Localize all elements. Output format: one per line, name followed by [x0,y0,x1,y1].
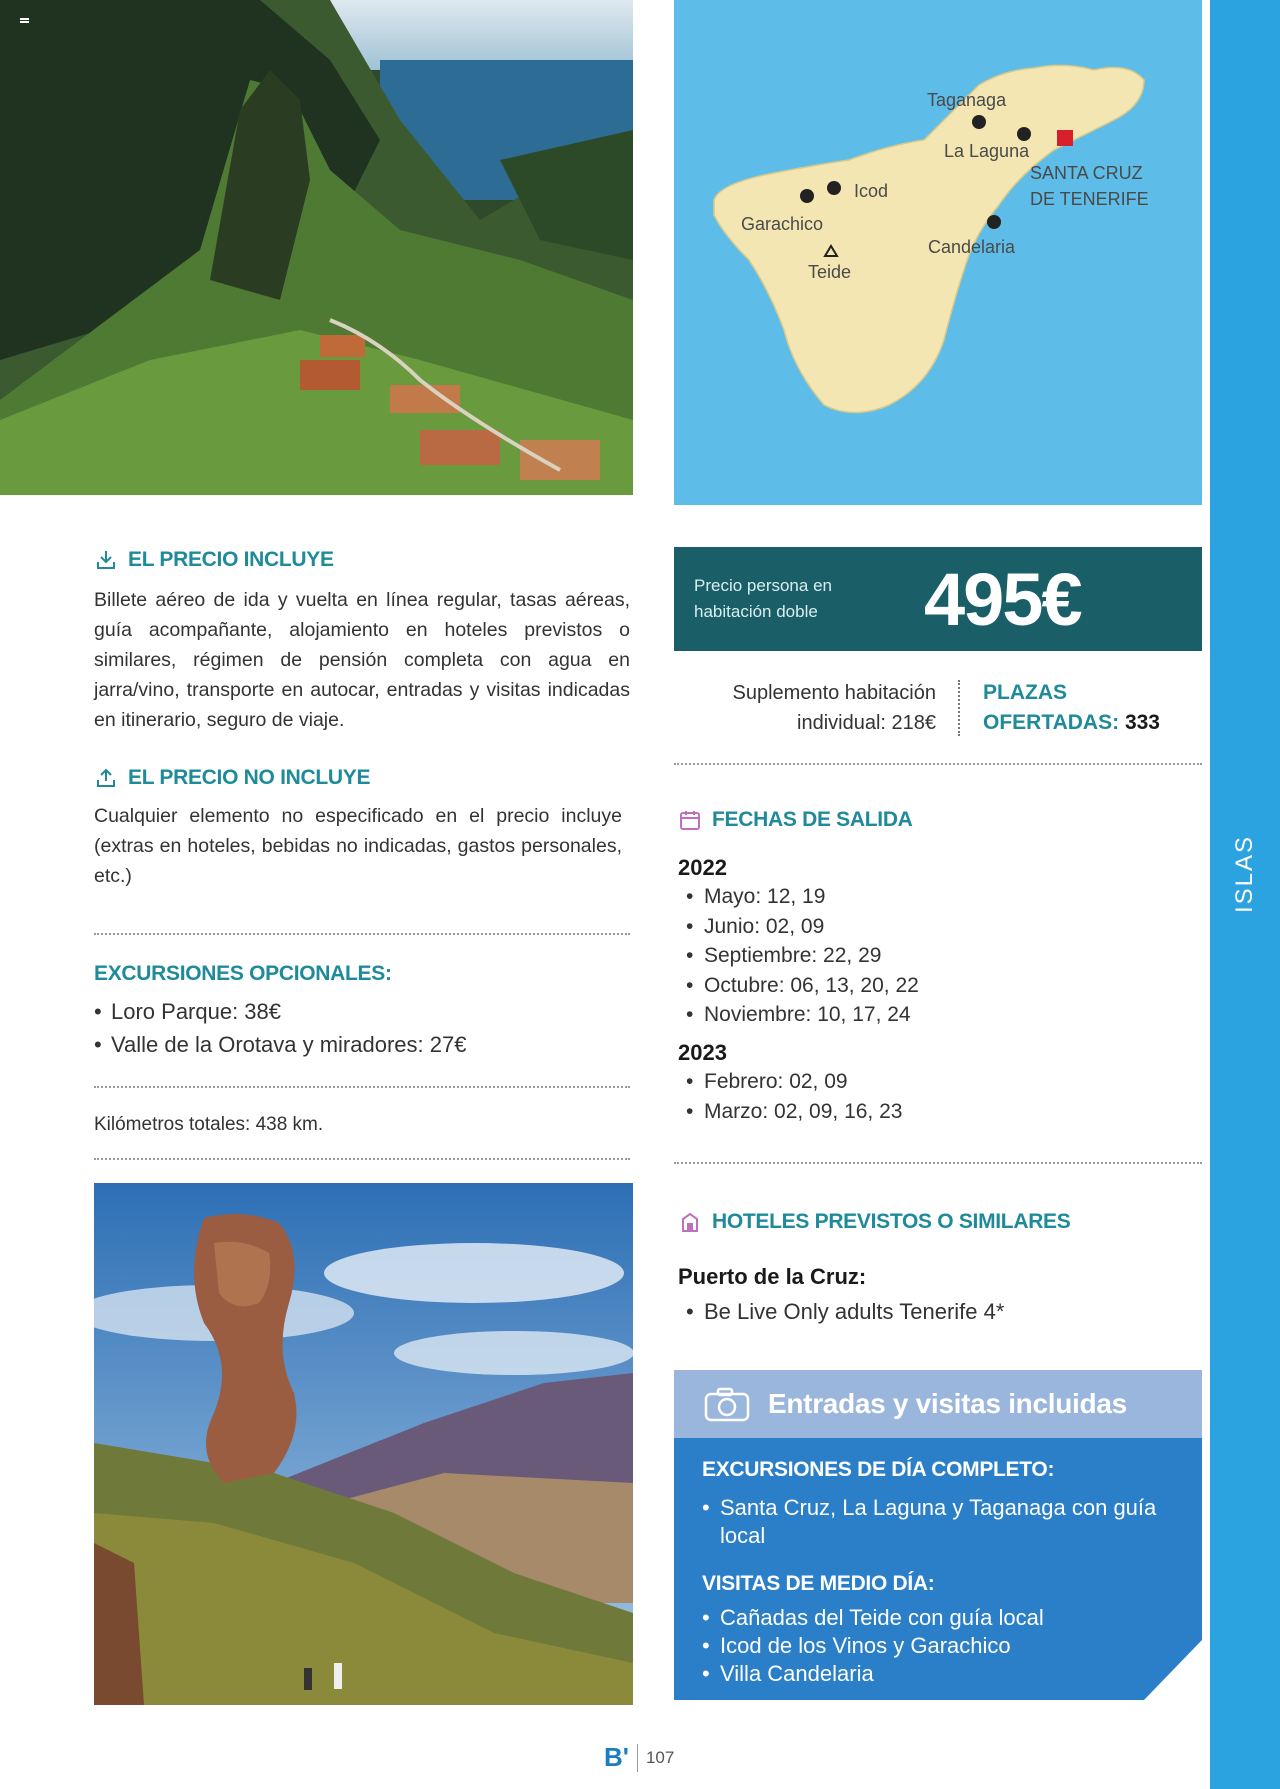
dates-title [678,808,913,832]
price-box [674,547,1202,651]
year-label: 2023 [678,1040,727,1065]
not-includes-text: Cualquier elemento no especificado en el precio incluye (extras en hoteles, bebidas no indicadas, gastos personales, etc.) [94,805,622,887]
vertical-divider [958,680,960,736]
price-value: 495€ [924,558,1081,641]
download-icon [94,548,118,572]
hotel-city: Puerto de la Cruz: [678,1264,867,1289]
included-visits-title: Entradas y visitas incluidas [768,1388,1127,1419]
footer-divider [637,1744,638,1772]
optional-title-text: EXCURSIONES OPCIONALES: [94,962,392,985]
full-day-item: • Santa Cruz, La Laguna y Taganaga con guía local [702,1494,1172,1550]
date-item: • Septiembre: 22, 29 [682,941,919,971]
full-day-list [702,1494,1172,1550]
page-number: 107 [645,1747,675,1767]
divider [94,1086,630,1088]
year-label: 2022 [678,855,727,880]
dates-list-2023 [682,1067,902,1126]
includes-title-text: EL PRECIO INCLUYE [128,548,334,571]
divider [94,1158,630,1160]
map-label-garachico: Garachico [741,214,824,234]
divider [94,933,630,935]
included-visits-header [674,1370,1202,1438]
side-label: ISLAS [1231,834,1258,914]
camera-icon [704,1386,750,1422]
hotel-icon [678,1210,702,1234]
places-offered [983,678,1160,738]
date-item: • Mayo: 12, 19 [682,882,919,912]
not-includes-title [94,766,370,790]
date-item: • Junio: 02, 09 [682,912,919,942]
date-item: • Noviembre: 10, 17, 24 [682,1000,919,1030]
map-label-candelaria: Candelaria [928,237,1016,257]
km-total: Kilómetros totales: 438 km. [94,1114,324,1135]
half-day-list [702,1604,1172,1688]
divider [674,1162,1202,1164]
includes-title [94,548,334,572]
included-visits-box [674,1370,1202,1700]
brand-logo: B' [604,1742,629,1772]
map-label-icod: Icod [854,181,889,201]
half-day-item: • Icod de los Vinos y Garachico [702,1632,1172,1660]
upload-icon [94,766,118,790]
not-includes-title-text: EL PRECIO NO INCLUYE [128,766,371,789]
map-label-de-tenerife: DE TENERIFE [1030,189,1149,209]
date-item: • Febrero: 02, 09 [682,1067,902,1097]
map-label-santa-cruz: SANTA CRUZ [1030,163,1143,183]
optional-list [94,995,466,1061]
plazas-label: PLAZAS [983,681,1067,704]
photo-mountain-valley [0,0,633,495]
date-item: • Marzo: 02, 09, 16, 23 [682,1097,902,1127]
calendar-icon [678,808,702,832]
half-day-item: • Cañadas del Teide con guía local [702,1604,1172,1632]
map-label-la-laguna: La Laguna [944,141,1030,161]
optional-item: • Loro Parque: 38€ [94,995,466,1028]
dates-list-2022 [682,882,919,1030]
menu-icon[interactable] [20,18,29,26]
plazas-label: OFERTADAS: [983,711,1120,734]
hotels-title [678,1210,1070,1234]
photo-roque-cinchado [94,1183,633,1705]
dates-title-text: FECHAS DE SALIDA [712,808,913,831]
single-supplement [674,678,936,738]
divider [674,763,1202,765]
price-note: Precio persona en habitación doble [694,576,832,621]
plazas-value: 333 [1124,711,1160,734]
optional-title [94,962,392,986]
date-item: • Octubre: 06, 13, 20, 22 [682,971,919,1001]
supplement-line: individual: 218€ [797,712,936,734]
half-day-item: • Villa Candelaria [702,1660,1172,1688]
page-footer [604,1742,674,1773]
tenerife-map [674,0,1202,505]
hotels-title-text: HOTELES PREVISTOS O SIMILARES [712,1210,1071,1233]
optional-item: • Valle de la Orotava y miradores: 27€ [94,1028,466,1061]
half-day-title: VISITAS DE MEDIO DÍA: [702,1572,935,1595]
hotel-item: • Be Live Only adults Tenerife 4* [682,1297,1004,1327]
supplement-line: Suplemento habitación [732,682,936,704]
map-label-taganaga: Taganaga [927,90,1007,110]
includes-text: Billete aéreo de ida y vuelta en línea regular, tasas aéreas, guía acompañante, alojamiento en hoteles previstos o similares, régimen de pensión completa con agua en jarra/vino, transporte en autocar, entradas y visitas indicadas en itinerario, seguro de viaje. [94,589,630,731]
map-label-teide: Teide [808,262,852,282]
hotels-list [682,1297,1004,1327]
full-day-title: EXCURSIONES DE DÍA COMPLETO: [702,1458,1055,1481]
